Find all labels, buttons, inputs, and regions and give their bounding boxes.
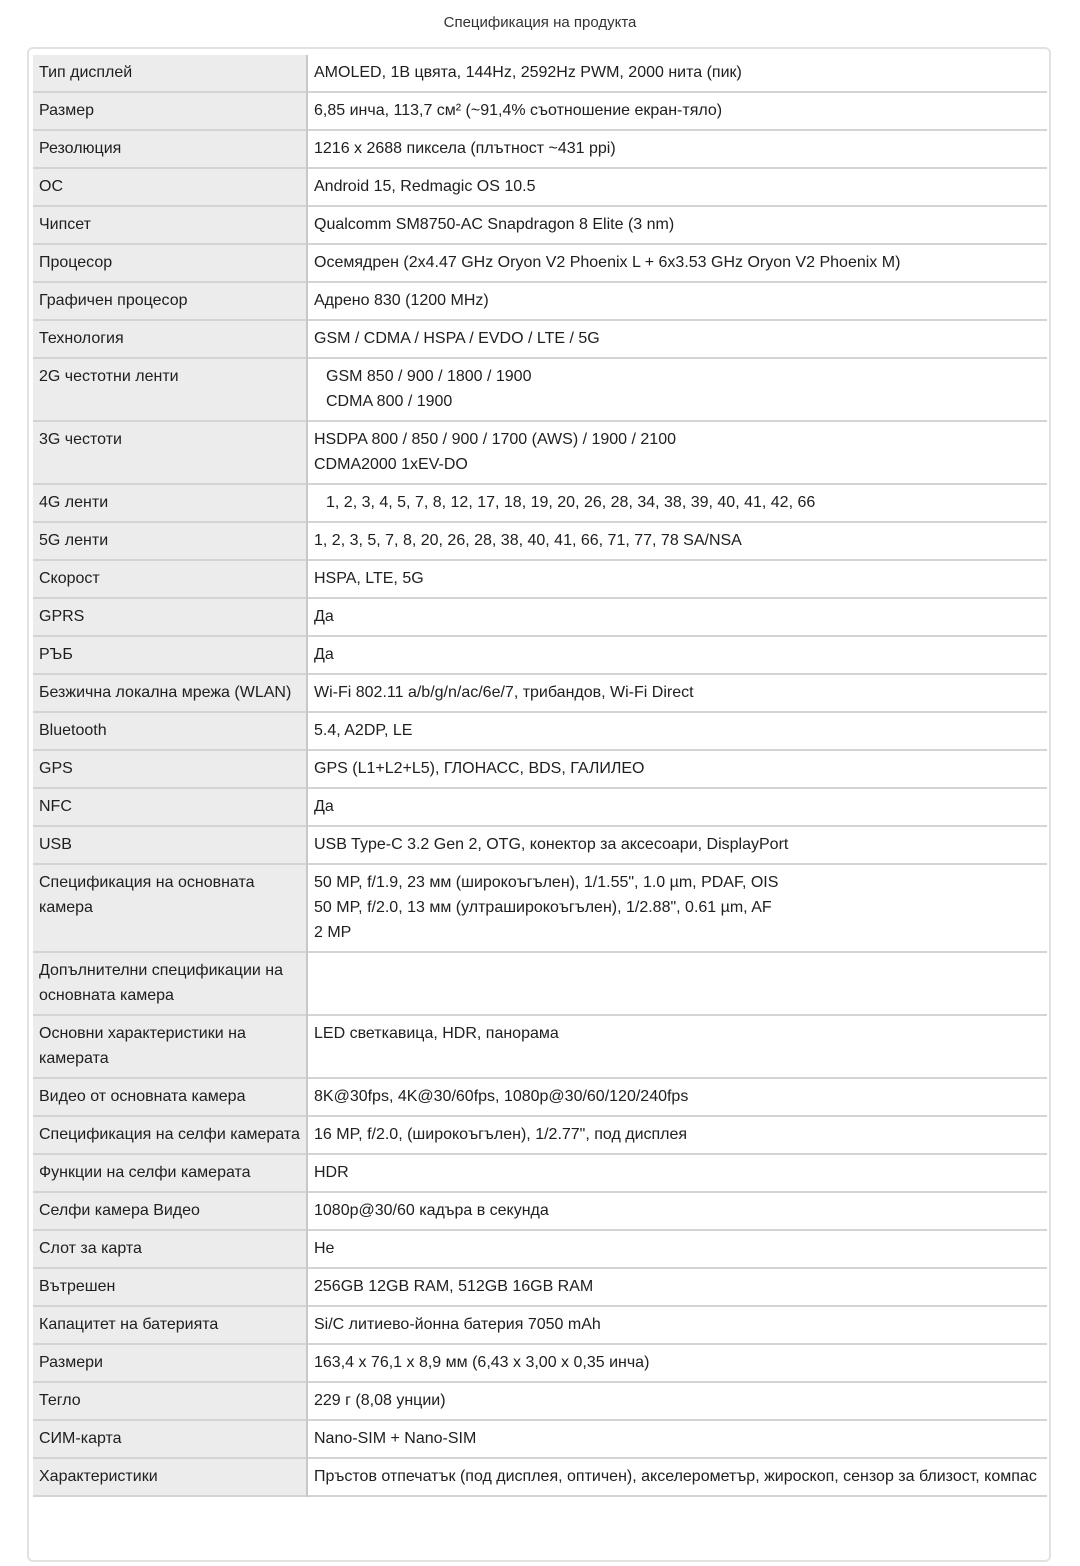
spec-label: Безжична локална мрежа (WLAN) — [33, 674, 307, 712]
spec-label: Капацитет на батерията — [33, 1306, 307, 1344]
spec-value: 1, 2, 3, 4, 5, 7, 8, 12, 17, 18, 19, 20, 26, 28, 34, 38, 39, 40, 41, 42, 66 — [307, 484, 1047, 522]
spec-row-main-camera-extra — [33, 952, 1047, 1015]
spec-value: Не — [307, 1230, 1047, 1268]
spec-label: ОС — [33, 168, 307, 206]
spec-row-chipset — [33, 206, 1047, 244]
spec-value — [307, 952, 1047, 1015]
spec-value: Да — [307, 598, 1047, 636]
spec-value: Android 15, Redmagic OS 10.5 — [307, 168, 1047, 206]
spec-value: 1080p@30/60 кадъра в секунда — [307, 1192, 1047, 1230]
spec-row-3g-bands — [33, 421, 1047, 484]
spec-value: Qualcomm SM8750-AC Snapdragon 8 Elite (3 nm) — [307, 206, 1047, 244]
spec-label: GPRS — [33, 598, 307, 636]
spec-label: Вътрешен — [33, 1268, 307, 1306]
spec-row-resolution — [33, 130, 1047, 168]
spec-label: Слот за карта — [33, 1230, 307, 1268]
spec-label: 2G честотни ленти — [33, 358, 307, 421]
spec-label: Размер — [33, 92, 307, 130]
spec-row-weight — [33, 1382, 1047, 1420]
spec-label: Размери — [33, 1344, 307, 1382]
spec-value: HSDPA 800 / 850 / 900 / 1700 (AWS) / 1900 / 2100 CDMA2000 1xEV-DO — [307, 421, 1047, 484]
spec-label: СИМ-карта — [33, 1420, 307, 1458]
spec-label: Спецификация на селфи камерата — [33, 1116, 307, 1154]
spec-value: Wi-Fi 802.11 a/b/g/n/ac/6e/7, трибандов, Wi-Fi Direct — [307, 674, 1047, 712]
spec-value: Адрено 830 (1200 MHz) — [307, 282, 1047, 320]
spec-value: Nano-SIM + Nano-SIM — [307, 1420, 1047, 1458]
spec-row-4g-bands — [33, 484, 1047, 522]
spec-row-2g-bands — [33, 358, 1047, 421]
spec-row-sim — [33, 1420, 1047, 1458]
spec-value: 1, 2, 3, 5, 7, 8, 20, 26, 28, 38, 40, 41, 66, 71, 77, 78 SA/NSA — [307, 522, 1047, 560]
spec-label: Характеристики — [33, 1458, 307, 1496]
spec-value: LED светкавица, HDR, панорама — [307, 1015, 1047, 1078]
spec-label: NFC — [33, 788, 307, 826]
spec-value: 50 MP, f/1.9, 23 мм (широкоъгълен), 1/1.55", 1.0 µm, PDAF, OIS 50 MP, f/2.0, 13 мм (ултраширокоъгълен), 1/2.88", 0.61 µm, AF 2 MP — [307, 864, 1047, 952]
spec-row-gpu — [33, 282, 1047, 320]
spec-row-dimensions — [33, 1344, 1047, 1382]
spec-value: 16 MP, f/2.0, (широкоъгълен), 1/2.77", под дисплея — [307, 1116, 1047, 1154]
spec-label: USB — [33, 826, 307, 864]
spec-label: Скорост — [33, 560, 307, 598]
spec-value: 5.4, A2DP, LE — [307, 712, 1047, 750]
spec-label: Селфи камера Видео — [33, 1192, 307, 1230]
spec-value: GPS (L1+L2+L5), ГЛОНАСС, BDS, ГАЛИЛЕО — [307, 750, 1047, 788]
spec-row-os — [33, 168, 1047, 206]
spec-row-gps — [33, 750, 1047, 788]
spec-table-container — [27, 47, 1051, 1562]
spec-value: 163,4 x 76,1 x 8,9 мм (6,43 x 3,00 x 0,35 инча) — [307, 1344, 1047, 1382]
spec-row-display-type — [33, 55, 1047, 92]
spec-row-gprs — [33, 598, 1047, 636]
spec-row-speed — [33, 560, 1047, 598]
spec-value: 8K@30fps, 4K@30/60fps, 1080p@30/60/120/240fps — [307, 1078, 1047, 1116]
spec-label: Спецификация на основната камера — [33, 864, 307, 952]
spec-row-technology — [33, 320, 1047, 358]
spec-value: 1216 x 2688 пиксела (плътност ~431 ppi) — [307, 130, 1047, 168]
spec-row-size — [33, 92, 1047, 130]
spec-row-selfie-features — [33, 1154, 1047, 1192]
spec-row-usb — [33, 826, 1047, 864]
spec-row-nfc — [33, 788, 1047, 826]
spec-value: HDR — [307, 1154, 1047, 1192]
spec-value: AMOLED, 1B цвята, 144Hz, 2592Hz PWM, 2000 нита (пик) — [307, 55, 1047, 92]
spec-value: 229 г (8,08 унции) — [307, 1382, 1047, 1420]
spec-label: Тегло — [33, 1382, 307, 1420]
spec-label: 3G честоти — [33, 421, 307, 484]
spec-label: Основни характеристики на камерата — [33, 1015, 307, 1078]
spec-row-edge — [33, 636, 1047, 674]
spec-value: Осемядрен (2x4.47 GHz Oryon V2 Phoenix L + 6x3.53 GHz Oryon V2 Phoenix M) — [307, 244, 1047, 282]
spec-row-5g-bands — [33, 522, 1047, 560]
spec-value: 6,85 инча, 113,7 см² (~91,4% съотношение екран-тяло) — [307, 92, 1047, 130]
spec-row-selfie-video — [33, 1192, 1047, 1230]
spec-row-cpu — [33, 244, 1047, 282]
spec-label: 4G ленти — [33, 484, 307, 522]
spec-row-battery — [33, 1306, 1047, 1344]
spec-value: GSM 850 / 900 / 1800 / 1900 CDMA 800 / 1900 — [307, 358, 1047, 421]
spec-row-internal-storage — [33, 1268, 1047, 1306]
spec-label: Тип дисплей — [33, 55, 307, 92]
spec-label: Видео от основната камера — [33, 1078, 307, 1116]
spec-row-main-camera — [33, 864, 1047, 952]
spec-label: GPS — [33, 750, 307, 788]
page-title: Спецификация на продукта — [443, 14, 637, 31]
spec-row-selfie-camera — [33, 1116, 1047, 1154]
spec-label: Допълнителни спецификации на основната камера — [33, 952, 307, 1015]
spec-label: Процесор — [33, 244, 307, 282]
spec-table — [33, 55, 1047, 1497]
spec-row-wlan — [33, 674, 1047, 712]
spec-label: Технология — [33, 320, 307, 358]
spec-row-main-camera-video — [33, 1078, 1047, 1116]
spec-label: 5G ленти — [33, 522, 307, 560]
spec-value: Si/C литиево-йонна батерия 7050 mAh — [307, 1306, 1047, 1344]
spec-row-camera-features — [33, 1015, 1047, 1078]
spec-row-bluetooth — [33, 712, 1047, 750]
spec-label: Функции на селфи камерата — [33, 1154, 307, 1192]
spec-row-card-slot — [33, 1230, 1047, 1268]
spec-value: USB Type-C 3.2 Gen 2, OTG, конектор за аксесоари, DisplayPort — [307, 826, 1047, 864]
spec-value: Пръстов отпечатък (под дисплея, оптичен), акселерометър, жироскоп, сензор за близост, компас — [307, 1458, 1047, 1496]
spec-label: РЪБ — [33, 636, 307, 674]
spec-value: HSPA, LTE, 5G — [307, 560, 1047, 598]
spec-label: Резолюция — [33, 130, 307, 168]
spec-label: Чипсет — [33, 206, 307, 244]
spec-value: 256GB 12GB RAM, 512GB 16GB RAM — [307, 1268, 1047, 1306]
spec-label: Графичен процесор — [33, 282, 307, 320]
spec-row-features — [33, 1458, 1047, 1496]
spec-value: Да — [307, 788, 1047, 826]
spec-value: GSM / CDMA / HSPA / EVDO / LTE / 5G — [307, 320, 1047, 358]
spec-value: Да — [307, 636, 1047, 674]
spec-label: Bluetooth — [33, 712, 307, 750]
